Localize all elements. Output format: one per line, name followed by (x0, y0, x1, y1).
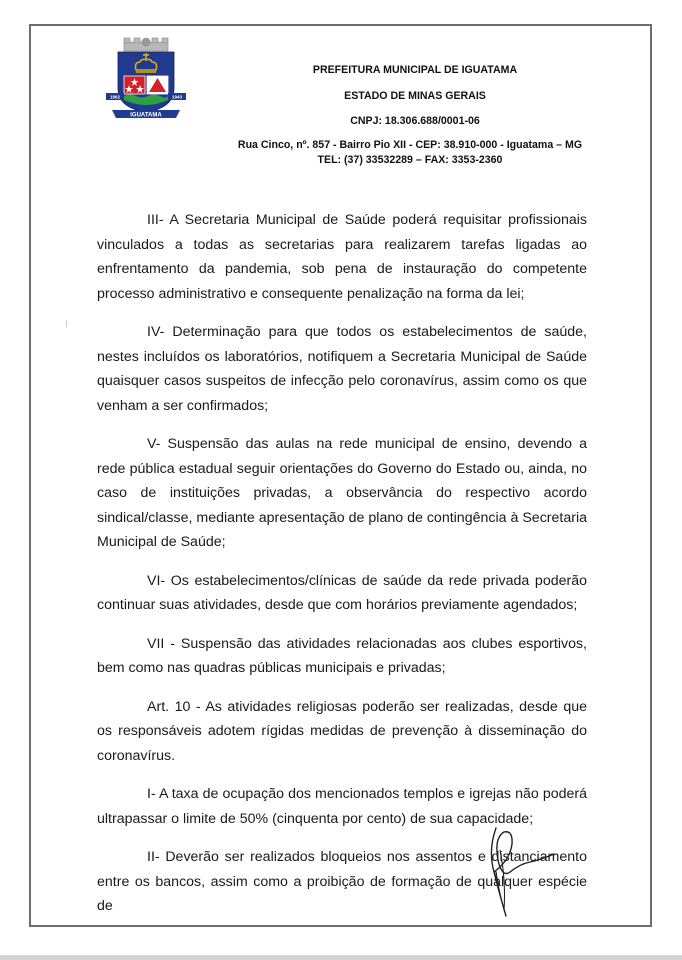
margin-mark (66, 320, 67, 327)
mural-crown-icon (124, 38, 168, 51)
paragraph-v: V- Suspensão das aulas na rede municipal de ensino, devendo a rede pública estadual seguir orientações do Governo do Estado ou, ainda, no caso de instituições privadas, a observância do respectivo acordo sindical/classe, mediante apresentação de plano de contingência à Secretaria Municipal de Saúde; (97, 436, 587, 550)
phone-fax-line: TEL: (37) 33532289 – FAX: 3353-2360 (317, 154, 503, 166)
crest-year-right: 1943 (171, 94, 183, 100)
paragraph-art-10: Art. 10 - As atividades religiosas poderão ser realizadas, desde que os responsáveis adotem rígidas medidas de prevenção à disseminação do coronavírus. (97, 698, 587, 764)
state-name: ESTADO DE MINAS GERAIS (344, 90, 486, 102)
crest-year-left: 1962 (109, 94, 121, 100)
paragraph-art-10-i: I- A taxa de ocupação dos mencionados templos e igrejas não poderá ultrapassar o limite de 50% (cinquenta por cento) de sua capacidade; (97, 786, 587, 827)
paragraph-vi: VI- Os estabelecimentos/clínicas de saúde da rede privada poderão continuar suas atividades, desde que com horários previamente agendados; (97, 572, 587, 613)
paragraph-art-10-ii: II- Deverão ser realizados bloqueios nos assentos e distanciamento entre os bancos, assim como a proibição de formação de qualquer espécie de (97, 849, 587, 914)
address-line: Rua Cinco, nº. 857 - Bairro Pio XII - CEP: 38.910-000 - Iguatama – MG (237, 139, 583, 151)
contact-block (220, 138, 600, 168)
cnpj-number: CNPJ: 18.306.688/0001-06 (350, 115, 480, 127)
scroll-edge (0, 955, 682, 960)
signature-icon (480, 820, 590, 920)
paragraph-iii: III- A Secretaria Municipal de Saúde poderá requisitar profissionais vinculados a todas as secretarias para realizarem tarefas ligadas ao enfrentamento da pandemia, sob pena de instauração do competente processo administrativo e consequente penalização na forma da lei; (97, 212, 587, 302)
crest-banner-text: IGUATAMA (130, 112, 162, 119)
paragraph-iv: IV- Determinação para que todos os estabelecimentos de saúde, nestes incluídos os laboratórios, notifiquem a Secretaria Municipal de Saúde quaisquer casos suspeitos de infecção pelo coronavírus, assim como os que venham a ser confirmados; (97, 324, 587, 414)
municipality-title: PREFEITURA MUNICIPAL DE IGUATAMA (312, 64, 518, 76)
coat-of-arms-logo (104, 36, 188, 120)
paragraph-vii: VII - Suspensão das atividades relacionadas aos clubes esportivos, bem como nas quadras públicas municipais e privadas; (97, 635, 587, 676)
